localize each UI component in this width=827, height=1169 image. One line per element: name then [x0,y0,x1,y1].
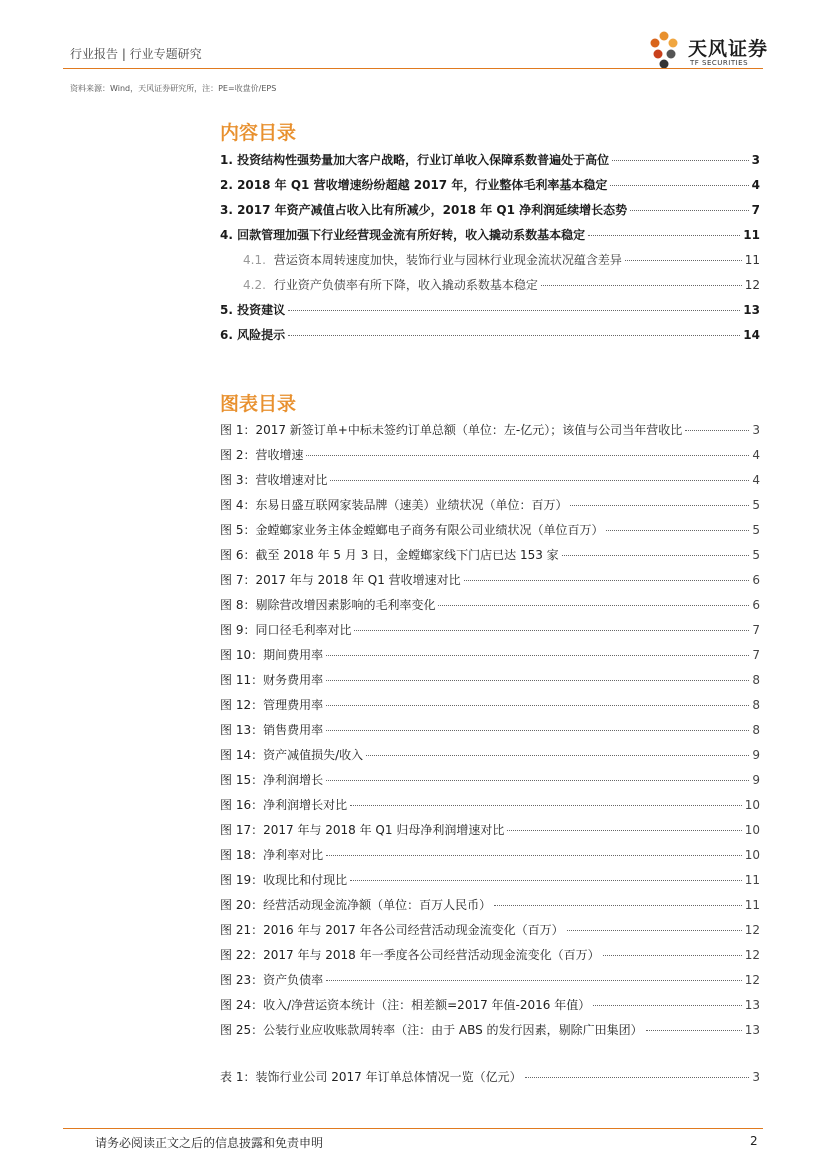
figure-entry[interactable] [220,847,760,863]
figure-entry-text: 图 17：2017 年与 2018 年 Q1 归母净利润增速对比 [220,823,505,837]
figure-entry-text: 图 15：净利润增长 [220,773,324,787]
toc-subentry-text: 行业资产负债率有所下降，收入撬动系数基本稳定 [273,278,538,292]
figure-entry-page: 10 [744,798,760,812]
toc-entry-page: 3 [751,153,760,167]
figure-entry-page: 12 [744,948,760,962]
toc-entry[interactable] [220,177,760,193]
figure-entry[interactable] [220,972,760,988]
table-entry-text: 表 1：装饰行业公司 2017 年订单总体情况一览（亿元） [220,1070,522,1084]
leader-dots [603,955,742,956]
figure-entry[interactable] [220,647,760,663]
figure-entry-page: 12 [744,973,760,987]
toc-entry-text: 2. 2018 年 Q1 营收增速纷纷超越 2017 年，行业整体毛利率基本稳定 [220,178,608,192]
toc-entry[interactable] [220,327,760,343]
header-rule [63,68,763,69]
leader-dots [326,705,749,706]
header-breadcrumb: 行业报告 | 行业专题研究 [70,47,202,61]
figure-entry-page: 4 [752,448,760,462]
toc-subentry-number: 4.2. [243,278,266,292]
leader-dots [306,455,749,456]
figure-entry-page: 7 [752,648,760,662]
figure-entry[interactable] [220,997,760,1013]
flower-logo-icon [650,30,684,72]
leader-dots [588,235,740,236]
figure-entry[interactable] [220,822,760,838]
toc-entry-text: 6. 风险提示 [220,328,286,342]
leader-dots [330,480,749,481]
figure-entry[interactable] [220,422,760,438]
figure-entry[interactable] [220,722,760,738]
figure-entry-page: 7 [752,623,760,637]
leader-dots [625,260,742,261]
figure-entry[interactable] [220,772,760,788]
figure-entry-text: 图 10：期间费用率 [220,648,324,662]
figure-entry-page: 10 [744,823,760,837]
leader-dots [350,805,742,806]
figure-entry-text: 图 16：净利润增长对比 [220,798,348,812]
figure-entry-text: 图 21：2016 年与 2017 年各公司经营活动现金流变化（百万） [220,923,564,937]
toc-entry-page: 13 [743,303,760,317]
leader-dots [326,855,742,856]
figure-entry-page: 9 [752,773,760,787]
leader-dots [685,430,749,431]
figure-entry-page: 9 [752,748,760,762]
figure-entry-text: 图 25：公装行业应收账款周转率（注：由于 ABS 的发行因素，剔除广田集团） [220,1023,643,1037]
figure-entry-text: 图 5：金螳螂家业务主体金螳螂电子商务有限公司业绩状况（单位百万） [220,523,604,537]
leader-dots [288,310,740,311]
figure-entry[interactable] [220,1022,760,1038]
figure-entry-text: 图 7：2017 年与 2018 年 Q1 营收增速对比 [220,573,461,587]
footer-disclaimer: 请务必阅读正文之后的信息披露和免责申明 [95,1136,324,1150]
figure-entry-text: 图 3：营收增速对比 [220,473,328,487]
toc-entry[interactable] [220,302,760,318]
toc-entry-text: 1. 投资结构性强势量加大客户战略，行业订单收入保障系数普遍处于高位 [220,153,610,167]
toc-entry-page: 4 [751,178,760,192]
figure-entry[interactable] [220,872,760,888]
figure-entry-page: 8 [752,698,760,712]
leader-dots [366,755,749,756]
figure-entry[interactable] [220,897,760,913]
leader-dots [288,335,740,336]
figure-entry-page: 5 [752,548,760,562]
leader-dots [326,730,749,731]
logo-english-name: TF SECURITIES [690,59,749,67]
figure-entry-page: 11 [744,873,760,887]
footer-rule [63,1128,763,1129]
toc-entry-text: 3. 2017 年资产减值占收入比有所减少，2018 年 Q1 净利润延续增长态势 [220,203,628,217]
figure-entry-page: 3 [752,423,760,437]
leader-dots [326,680,749,681]
toc-subentry[interactable] [243,277,760,293]
figure-entry-page: 8 [752,723,760,737]
toc-entry-page: 7 [751,203,760,217]
figure-entry[interactable] [220,572,760,588]
figure-entry[interactable] [220,922,760,938]
leader-dots [630,210,748,211]
leader-dots [464,580,750,581]
leader-dots [494,905,742,906]
leader-dots [326,655,749,656]
figure-entry-text: 图 9：同口径毛利率对比 [220,623,352,637]
leader-dots [525,1077,750,1078]
leader-dots [612,160,749,161]
logo-chinese-name: 天风证券 [688,38,769,60]
toc-entry[interactable] [220,202,760,218]
leader-dots [610,185,748,186]
toc-subentry-page: 11 [744,253,760,267]
figure-entry-text: 图 22：2017 年与 2018 年一季度各公司经营活动现金流变化（百万） [220,948,600,962]
figure-entry-text: 图 23：资产负债率 [220,973,324,987]
leader-dots [562,555,750,556]
figure-entry-text: 图 18：净利率对比 [220,848,324,862]
figure-entry[interactable] [220,547,760,563]
toc-entry-page: 14 [743,328,760,342]
figure-entry-page: 10 [744,848,760,862]
figure-entry[interactable] [220,697,760,713]
leader-dots [541,285,742,286]
toc-entry-page: 11 [743,228,760,242]
figures-title: 图表目录 [220,393,297,415]
figure-entry-page: 13 [744,998,760,1012]
figure-entry[interactable] [220,797,760,813]
source-note: 资料来源：Wind，天风证券研究所，注：PE=收盘价/EPS [70,84,277,93]
toc-subentry-text: 营运资本周转速度加快，装饰行业与园林行业现金流状况蕴含差异 [273,253,622,267]
leader-dots [646,1030,742,1031]
toc-entry-text: 5. 投资建议 [220,303,286,317]
figure-entry[interactable] [220,472,760,488]
figure-entry-page: 6 [752,573,760,587]
leader-dots [606,530,749,531]
figure-entry[interactable] [220,622,760,638]
figure-entry-text: 图 20：经营活动现金流净额（单位：百万人民币） [220,898,492,912]
figure-entry-page: 5 [752,498,760,512]
figure-entry-text: 图 1：2017 新签订单+中标未签约订单总额（单位：左-亿元）；该值与公司当年营收比 [220,423,683,437]
figure-entry[interactable] [220,672,760,688]
toc-entry-text: 4. 回款管理加强下行业经营现金流有所好转，收入撬动系数基本稳定 [220,228,586,242]
figure-entry-text: 图 14：资产减值损失/收入 [220,748,364,762]
figure-entry-text: 图 11：财务费用率 [220,673,324,687]
table-entry[interactable] [220,1069,760,1085]
figure-entry-text: 图 2：营收增速 [220,448,304,462]
figure-entry[interactable] [220,597,760,613]
toc-title: 内容目录 [220,122,297,144]
toc-subentry-number: 4.1. [243,253,266,267]
leader-dots [570,505,749,506]
leader-dots [567,930,742,931]
figure-entry-page: 11 [744,898,760,912]
figure-entry-text: 图 6：截至 2018 年 5 月 3 日，金螳螂家线下门店已达 153 家 [220,548,559,562]
figure-entry-text: 图 8：剔除营改增因素影响的毛利率变化 [220,598,436,612]
figure-entry-text: 图 12：管理费用率 [220,698,324,712]
figure-entry-page: 8 [752,673,760,687]
toc-subentry-page: 12 [744,278,760,292]
figure-entry[interactable] [220,447,760,463]
figure-entry-text: 图 13：销售费用率 [220,723,324,737]
figure-entry-page: 5 [752,523,760,537]
table-entry-page: 3 [752,1070,760,1084]
figure-entry-text: 图 24：收入/净营运资本统计（注：相差额=2017 年值-2016 年值） [220,998,591,1012]
figure-entry-text: 图 19：收现比和付现比 [220,873,348,887]
toc-subentry[interactable] [243,252,760,268]
figure-entry-page: 4 [752,473,760,487]
figure-entry[interactable] [220,947,760,963]
leader-dots [326,980,742,981]
figure-entry-text: 图 4：东易日盛互联网家装品牌（速美）业绩状况（单位：百万） [220,498,568,512]
toc-entry[interactable] [220,227,760,243]
figure-entry[interactable] [220,747,760,763]
figure-entry-page: 6 [752,598,760,612]
leader-dots [350,880,742,881]
toc-entry[interactable] [220,152,760,168]
leader-dots [507,830,741,831]
figure-entry-page: 13 [744,1023,760,1037]
leader-dots [354,630,749,631]
leader-dots [438,605,749,606]
leader-dots [326,780,749,781]
figure-entry-page: 12 [744,923,760,937]
page-number: 2 [750,1134,758,1148]
figure-entry[interactable] [220,497,760,513]
leader-dots [593,1005,741,1006]
figure-entry[interactable] [220,522,760,538]
